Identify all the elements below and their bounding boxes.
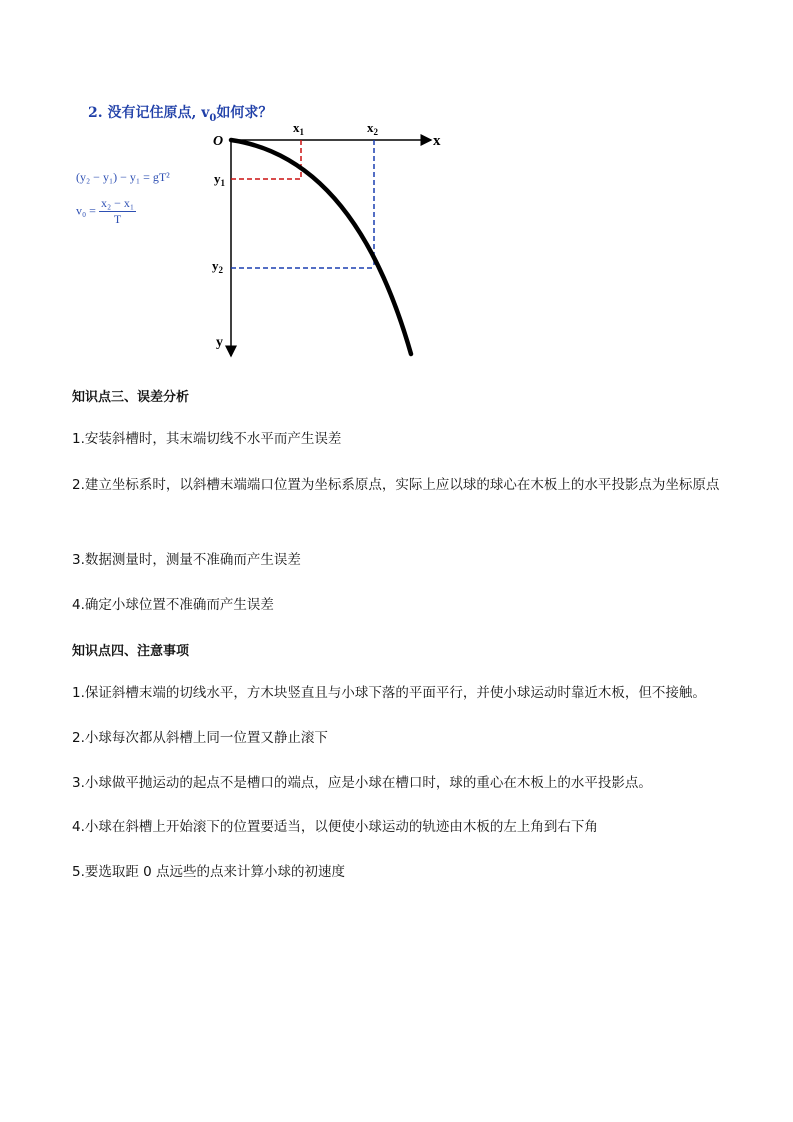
y-axis-label: y: [216, 335, 223, 350]
section3-item: 2.建立坐标系时，以斜槽末端端口位置为坐标系原点，实际上应以球的球心在木板上的水平投影点为坐标原点: [72, 477, 720, 493]
x1-label: $x_1$: [293, 120, 304, 137]
section4-item: 3.小球做平抛运动的起点不是槽口的端点，应是小球在槽口时，球的重心在木板上的水平投影点。: [72, 775, 652, 791]
trajectory-curve: [231, 140, 411, 354]
formula-velocity-denominator: T: [113, 212, 122, 226]
formula-velocity-lhs: v₀ =: [76, 203, 96, 218]
section4-item: 2.小球每次都从斜槽上同一位置又静止滚下: [72, 730, 328, 746]
trajectory-diagram: [205, 118, 455, 363]
section3-item: 1.安装斜槽时，其末端切线不水平而产生误差: [72, 431, 342, 447]
formula-velocity: [76, 196, 136, 227]
x2-label: $x_2$: [367, 120, 378, 137]
section4-item: 4.小球在斜槽上开始滚下的位置要适当，以便使小球运动的轨迹由木板的左上角到右下角: [72, 819, 598, 835]
formula-velocity-numerator: x₂ − x₁: [100, 196, 135, 210]
section4-item: 1.保证斜槽末端的切线水平，方木块竖直且与小球下落的平面平行，并使小球运动时靠近木板，但不接触。: [72, 685, 706, 701]
heading-prefix: 2. 没有记住原点, v: [88, 105, 210, 121]
section3-title: 知识点三、误差分析: [72, 390, 190, 405]
x-axis-label: x: [433, 133, 441, 149]
origin-label: O: [213, 134, 224, 149]
heading-sub: 0: [209, 112, 217, 124]
y1-label: $y_1$: [214, 171, 225, 188]
formula-gravity: (y₂ − y₁) − y₁ = gT²: [76, 170, 170, 184]
section4-title: 知识点四、注意事项: [72, 644, 190, 659]
section3-item: 3.数据测量时，测量不准确而产生误差: [72, 552, 301, 568]
section3-item: 4.确定小球位置不准确而产生误差: [72, 597, 274, 613]
section4-item: 5.要选取距 0 点远些的点来计算小球的初速度: [72, 864, 346, 880]
heading-suffix: 如何求？: [216, 105, 273, 121]
y2-label: $y_2$: [212, 258, 223, 275]
formula-velocity-fraction: [99, 196, 136, 227]
